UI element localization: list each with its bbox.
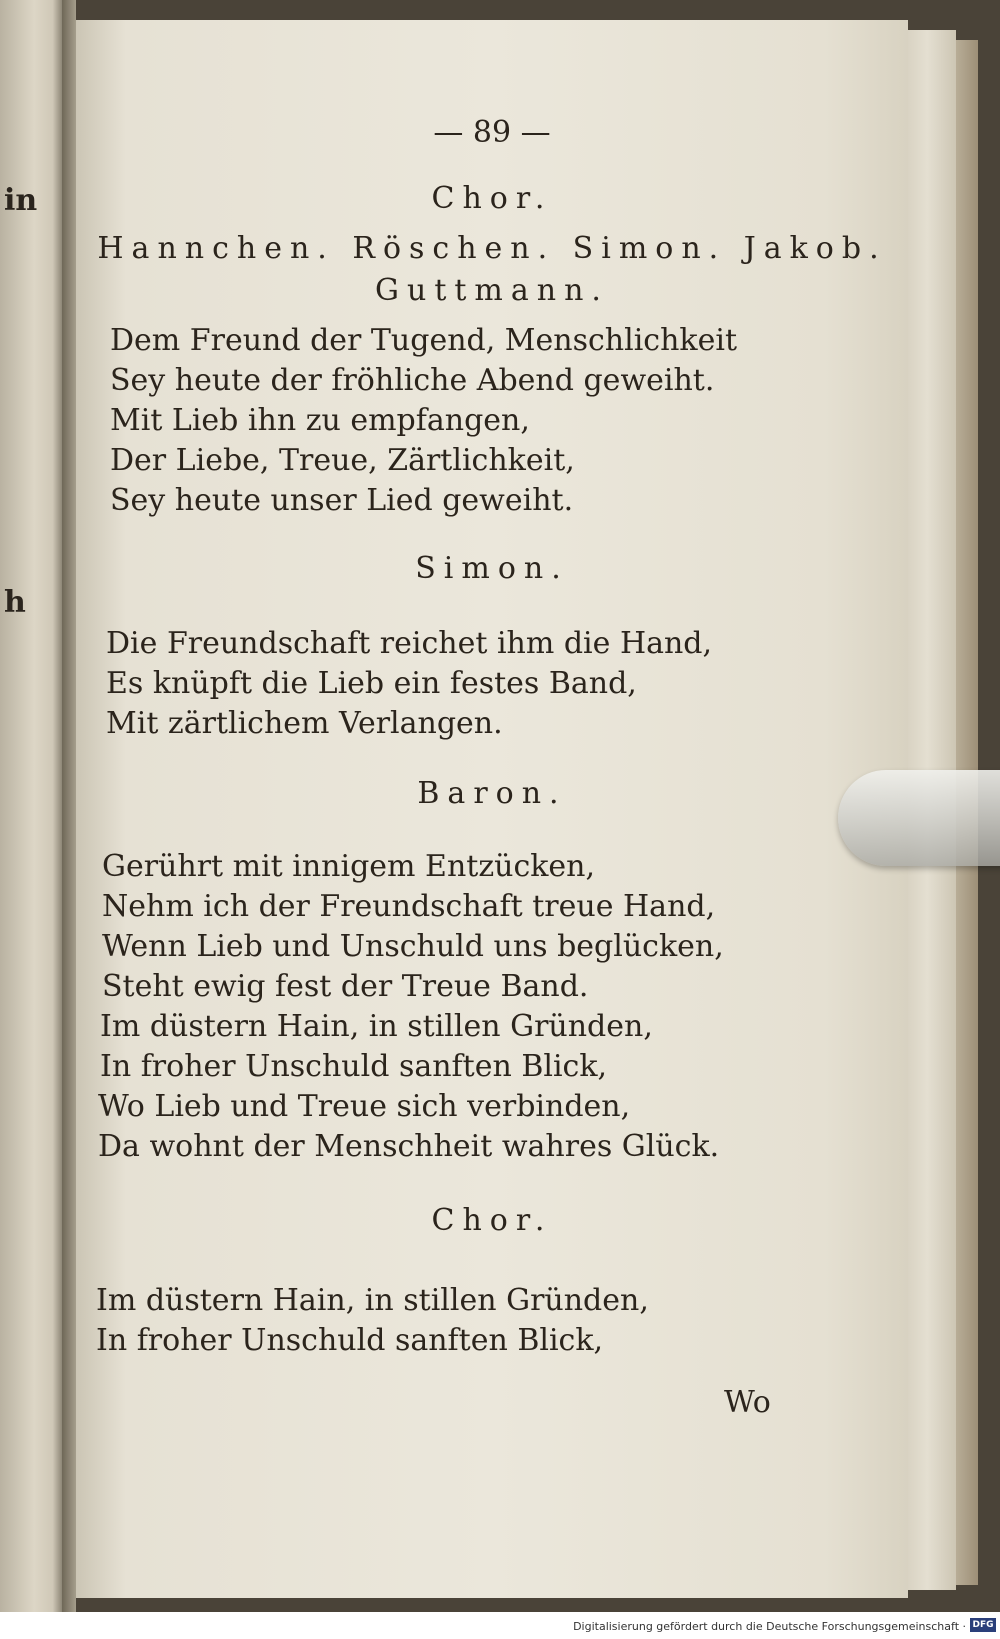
verse-line: Im düstern Hain, in stillen Gründen, xyxy=(96,1283,649,1318)
verse-line: Mit zärtlichem Verlangen. xyxy=(106,706,503,741)
speaker-heading: Chor. xyxy=(431,1203,553,1238)
verse-line: Da wohnt der Menschheit wahres Glück. xyxy=(98,1129,720,1164)
verse-line: Nehm ich der Freundschaft treue Hand, xyxy=(102,889,716,924)
credit-text: Digitalisierung gefördert durch die Deutsche Forschungsgemeinschaft · xyxy=(573,1620,966,1633)
verse-line: Sey heute der fröhliche Abend geweiht. xyxy=(110,363,715,398)
verse-line: Sey heute unser Lied geweiht. xyxy=(110,483,574,518)
speaker-subheading: Guttmann. xyxy=(375,273,609,308)
speaker-heading: Simon. xyxy=(415,551,569,586)
speaker-subheading: Hannchen. Röschen. Simon. Jakob. xyxy=(97,231,887,266)
book-gutter xyxy=(62,0,76,1612)
page-text xyxy=(76,20,908,1598)
verse-line: Dem Freund der Tugend, Menschlichkeit xyxy=(110,323,738,358)
catchword: Wo xyxy=(724,1385,771,1420)
verse-line: Die Freundschaft reichet ihm die Hand, xyxy=(106,626,713,661)
left-page-fragment: in xyxy=(4,183,38,218)
verse-line: Wo Lieb und Treue sich verbinden, xyxy=(98,1089,631,1124)
speaker-heading: Chor. xyxy=(431,181,553,216)
verse-line: Im düstern Hain, in stillen Gründen, xyxy=(100,1009,653,1044)
verse-line: In froher Unschuld sanften Blick, xyxy=(100,1049,608,1084)
speaker-heading: Baron. xyxy=(417,776,567,811)
verse-line: Der Liebe, Treue, Zärtlichkeit, xyxy=(110,443,575,478)
verse-line: Steht ewig fest der Treue Band. xyxy=(102,969,589,1004)
page-number: — 89 — xyxy=(433,115,551,150)
dfg-logo: DFG xyxy=(970,1618,996,1632)
left-page-fragment: h xyxy=(4,585,26,620)
verse-line: In froher Unschuld sanften Blick, xyxy=(96,1323,604,1358)
left-page-edge xyxy=(0,0,62,1612)
verse-line: Wenn Lieb und Unschuld uns beglücken, xyxy=(102,929,724,964)
page xyxy=(76,20,908,1598)
digitization-credit xyxy=(0,1612,1000,1639)
page-holder-clip xyxy=(838,770,1000,866)
verse-line: Gerührt mit innigem Entzücken, xyxy=(102,849,596,884)
verse-line: Es knüpft die Lieb ein festes Band, xyxy=(106,666,637,701)
verse-line: Mit Lieb ihn zu empfangen, xyxy=(110,403,530,438)
